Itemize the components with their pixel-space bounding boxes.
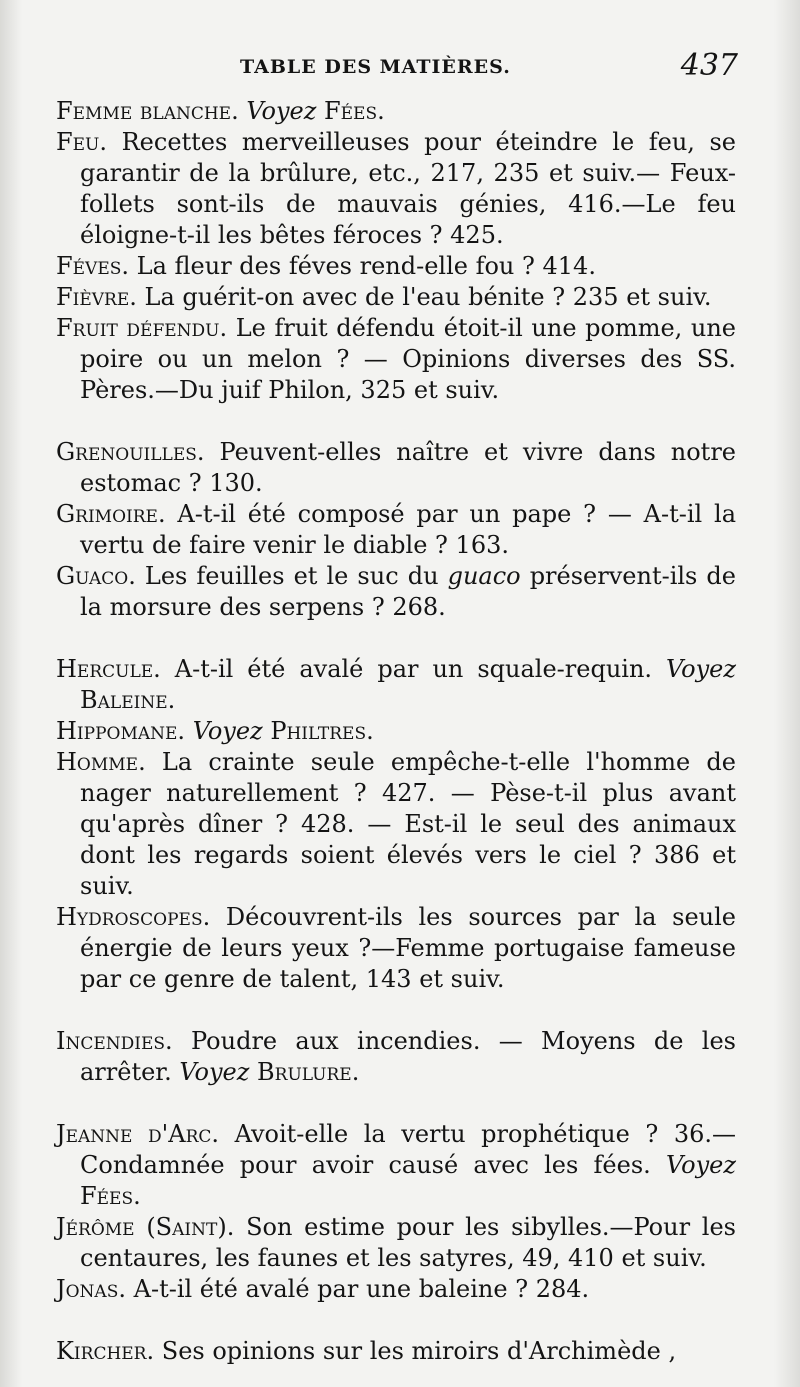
- entry-term: Grimoire.: [56, 500, 166, 528]
- entry-term: Kircher.: [56, 1337, 155, 1365]
- section-gap: [56, 1305, 736, 1336]
- index-entry-kircher: [56, 1336, 736, 1367]
- page-edge-right: [774, 0, 800, 1387]
- italic-word: guaco: [447, 562, 521, 590]
- entry-term: Jonas.: [56, 1275, 126, 1303]
- entry-text: La crainte seule empêche-t-elle l'homme de nager naturellement ? 427. — Pèse-t-il plus avant qu'après dîner ? 428. — Est-il le seul des animaux dont les regards soient élevés vers le ciel ? 386 et suiv.: [80, 748, 736, 900]
- entry-text: Peuvent-elles naître et vivre dans notre estomac ? 130.: [80, 438, 736, 497]
- page-edge-left: [0, 0, 22, 1387]
- entry-text: Découvrent-ils les sources par la seule énergie de leurs yeux ?—Femme portugaise fameuse par ce genre de talent, 143 et suiv.: [80, 903, 736, 993]
- index-entry-feu: [56, 127, 736, 251]
- index-entry-fruit-defendu: [56, 313, 736, 406]
- cross-reference: Baleine.: [80, 686, 176, 714]
- index-entry-guaco: Guaco. Les feuilles et le suc du guaco préservent-ils de la morsure des serpens ? 268.: [56, 562, 736, 621]
- index-entry-hercule: Hercule. A-t-il été avalé par un squale-requin. Voyez Baleine.: [56, 655, 736, 714]
- entry-term: Femme blanche.: [56, 97, 239, 125]
- page-number: 437: [680, 48, 738, 83]
- entry-text: Recettes merveilleuses pour éteindre le feu, se garantir de la brûlure, etc., 217, 235 et suiv.— Feux-follets sont-ils de mauvais génies, 416.—Le feu éloigne-t-il les bêtes féroces ? 425.: [80, 128, 736, 249]
- entry-term: Grenouilles.: [56, 438, 205, 466]
- section-gap: [56, 623, 736, 654]
- index-entry-jeanne-d-arc: Jeanne d'Arc. Avoit-elle la vertu prophétique ? 36.— Condamnée pour avoir causé avec les fées. Voyez Fées.: [56, 1120, 736, 1210]
- index-entry-hydroscopes: [56, 902, 736, 995]
- cross-reference: Brulure.: [257, 1058, 360, 1086]
- index-entry-homme: [56, 747, 736, 902]
- entry-text: La fleur des féves rend-elle fou ? 414.: [129, 252, 596, 280]
- section-gap: [56, 1088, 736, 1119]
- entry-term: Fruit défendu.: [56, 314, 228, 342]
- index-entry-grimoire: [56, 499, 736, 561]
- entry-text: Son estime pour les sibylles.—Pour les centaures, les faunes et les satyres, 49, 410 et suiv.: [80, 1213, 736, 1272]
- entry-term: Jeanne d'Arc.: [56, 1120, 220, 1148]
- index-entry-hippomane: [56, 716, 736, 747]
- entry-term: Guaco.: [56, 562, 136, 590]
- entry-term: Fièvre.: [56, 283, 137, 311]
- index-list: [56, 96, 736, 1367]
- entry-text: Ses opinions sur les miroirs d'Archimède ,: [154, 1337, 677, 1365]
- entry-text: Le fruit défendu étoit-il une pomme, une poire ou un melon ? — Opinions diverses des SS. Pères.—Du juif Philon, 325 et suiv.: [80, 314, 736, 404]
- entry-term: Hippomane.: [56, 717, 186, 745]
- entry-text: A-t-il été avalé par une baleine ? 284.: [126, 1275, 590, 1303]
- entry-term: Homme.: [56, 748, 146, 776]
- section-gap: [56, 995, 736, 1026]
- cross-reference: Philtres.: [270, 717, 374, 745]
- entry-term: Incendies.: [56, 1027, 173, 1055]
- index-entry-feves: [56, 251, 736, 282]
- see-reference-label: Voyez: [192, 717, 263, 745]
- entry-term: Hydroscopes.: [56, 903, 211, 931]
- index-entry-femme-blanche: [56, 96, 736, 127]
- see-reference-label: Voyez: [179, 1058, 250, 1086]
- index-entry-incendies: Incendies. Poudre aux incendies. — Moyens de les arrêter. Voyez Brulure.: [56, 1027, 736, 1086]
- cross-reference: Fées.: [323, 97, 385, 125]
- index-entry-jonas: [56, 1274, 736, 1305]
- running-title: TABLE DES MATIÈRES.: [240, 56, 511, 78]
- index-entry-fievre: [56, 282, 736, 313]
- see-reference-label: Voyez: [666, 1151, 736, 1179]
- cross-reference: Fées.: [80, 1182, 141, 1210]
- entry-text: La guérit-on avec de l'eau bénite ? 235 et suiv.: [136, 283, 712, 311]
- entry-term: Jérôme (Saint).: [56, 1213, 235, 1241]
- see-reference-label: Voyez: [246, 97, 317, 125]
- page-header: [60, 50, 738, 94]
- see-reference-label: Voyez: [666, 655, 736, 683]
- entry-text: A-t-il été composé par un pape ? — A-t-il la vertu de faire venir le diable ? 163.: [80, 500, 736, 559]
- section-gap: [56, 406, 736, 437]
- entry-term: Féves.: [56, 252, 130, 280]
- entry-term: Feu.: [56, 128, 108, 156]
- entry-term: Hercule.: [56, 655, 161, 683]
- index-entry-grenouilles: [56, 437, 736, 499]
- index-entry-jerome: [56, 1212, 736, 1274]
